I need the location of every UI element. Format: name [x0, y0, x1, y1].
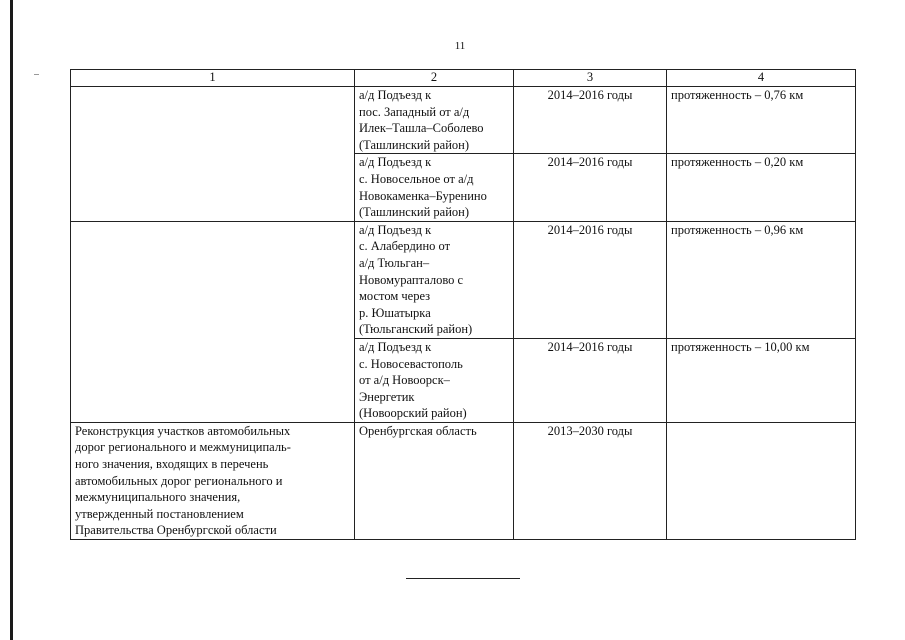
indicator-cell: протяженность – 10,00 км [667, 338, 856, 422]
indicator-cell [667, 422, 856, 539]
scan-mark [34, 74, 39, 75]
indicator-cell: протяженность – 0,76 км [667, 87, 856, 154]
object-line: а/д Подъезд к [359, 339, 432, 354]
object-line: (Новоорский район) [359, 406, 467, 421]
object-line: мостом через [359, 289, 431, 304]
column-header-3: 3 [514, 70, 667, 87]
description-line: утвержденный постановлением [75, 506, 244, 521]
object-line: а/д Подъезд к [359, 88, 432, 102]
object-line: Новомурапталово с [359, 272, 464, 287]
object-line: пос. Западный от а/д [359, 104, 470, 119]
description-line: межмуниципального значения, [75, 490, 241, 505]
description-line: ного значения, входящих в перечень [75, 457, 269, 472]
group-description-cell [71, 87, 355, 222]
program-table [70, 69, 856, 540]
object-line: с. Новосевастополь [359, 356, 463, 371]
object-cell [355, 221, 514, 338]
column-header-1: 1 [71, 70, 355, 87]
table-row [71, 221, 856, 338]
object-line: Илек–Ташла–Соболево [359, 121, 484, 136]
scan-left-edge [10, 0, 13, 640]
object-line: Энергетик [359, 389, 415, 404]
page-number: 11 [454, 40, 466, 52]
footer-divider [406, 578, 520, 579]
object-line: от а/д Новоорск– [359, 373, 450, 388]
table-row [71, 422, 856, 539]
description-line: Правительства Оренбургской области [75, 523, 277, 538]
years-cell: 2014–2016 годы [514, 338, 667, 422]
years-cell: 2013–2030 годы [514, 422, 667, 539]
indicator-cell: протяженность – 0,20 км [667, 154, 856, 221]
object-line: Оренбургская область [359, 423, 477, 438]
object-line: (Тюльганский район) [359, 322, 473, 337]
object-cell [355, 338, 514, 422]
object-line: (Ташлинский район) [359, 205, 469, 220]
object-line: а/д Подъезд к [359, 222, 432, 237]
object-cell [355, 422, 514, 539]
years-cell: 2014–2016 годы [514, 221, 667, 338]
object-cell [355, 154, 514, 221]
object-line: а/д Тюльган– [359, 255, 430, 270]
object-line: с. Новосельное от а/д [359, 171, 474, 186]
column-header-4: 4 [667, 70, 856, 87]
object-line: (Ташлинский район) [359, 137, 469, 152]
years-cell: 2014–2016 годы [514, 154, 667, 221]
description-line: дорог регионального и межмуниципаль- [75, 440, 291, 455]
table-row [71, 87, 856, 154]
object-line: Новокаменка–Буренино [359, 188, 487, 203]
group-description-cell [71, 422, 355, 539]
indicator-cell: протяженность – 0,96 км [667, 221, 856, 338]
description-line: автомобильных дорог регионального и [75, 473, 283, 488]
years-cell: 2014–2016 годы [514, 87, 667, 154]
description-line: Реконструкция участков автомобильных [75, 423, 291, 438]
object-line: р. Юшатырка [359, 305, 431, 320]
object-line: с. Алабердино от [359, 239, 451, 254]
group-description-cell [71, 221, 355, 422]
object-cell [355, 87, 514, 154]
object-line: а/д Подъезд к [359, 155, 432, 170]
header-row [71, 70, 856, 87]
column-header-2: 2 [355, 70, 514, 87]
